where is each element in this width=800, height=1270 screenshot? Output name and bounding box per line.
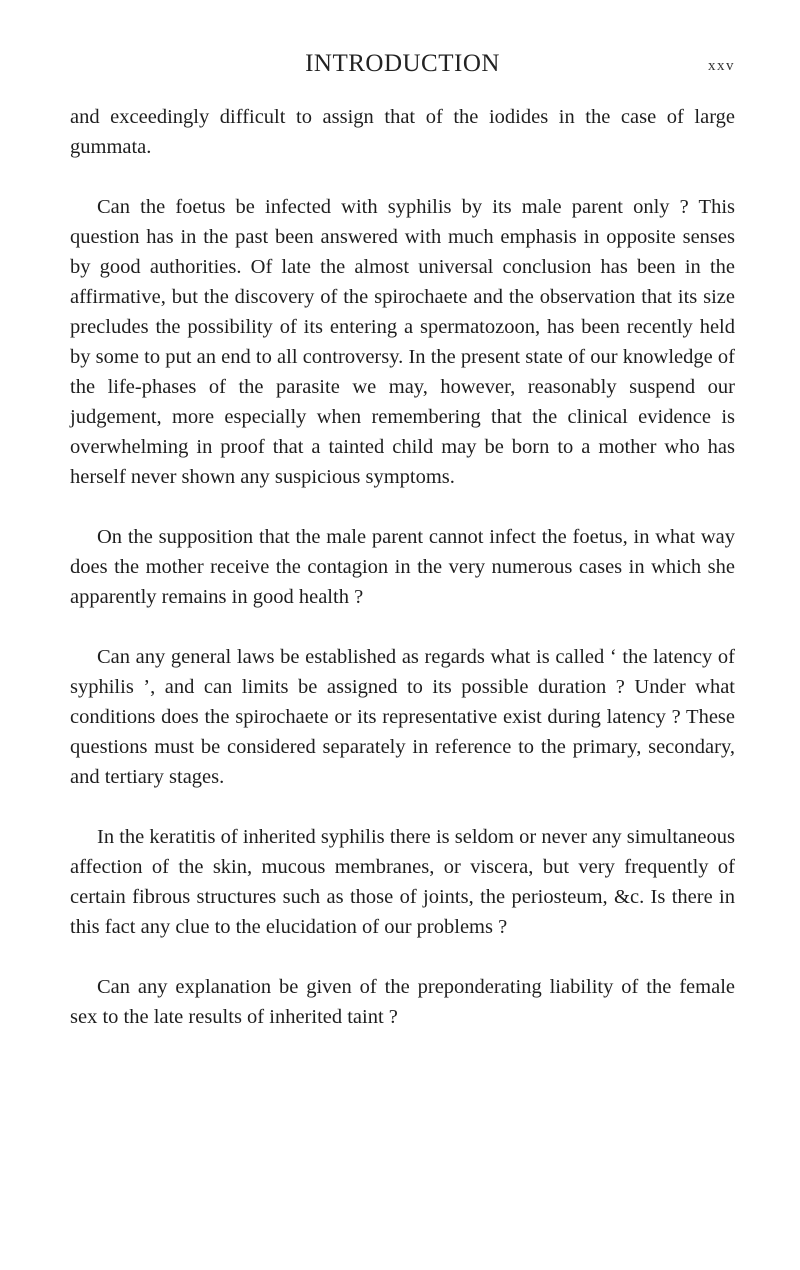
page-number: xxv [708, 58, 735, 74]
paragraph-paternal-infection: Can the foetus be infected with syphilis by its male parent only ? This question has in the past been answered with much emphasis in opposite senses by good authorities. Of late the almost universal conclusion has been in the affirmative, but the discovery of the spirochaete and the observation that its size precludes the possibility of its entering a spermatozoon, has been recently held by some to put an end to all controversy. In the present state of our knowledge of the life-phases of the parasite we may, however, reasonably suspend our judgement, more especially when remembering that the clinical evidence is overwhelming in proof that a tainted child may be born to a mother who has herself never shown any suspicious symptoms. [70, 196, 735, 488]
paragraph-continuation: and exceedingly difficult to assign that of the iodides in the case of large gummata. [70, 106, 735, 158]
chapter-title: INTRODUCTION [305, 50, 500, 77]
paragraph-keratitis: In the keratitis of inherited syphilis there is seldom or never any simultaneous affection of the skin, mucous membranes, or viscera, but very frequently of certain fibrous structures such as those of joints, the periosteum, &c. Is there in this fact any clue to the elucidation of our problems ? [70, 826, 735, 938]
paragraph-latency: Can any general laws be established as regards what is called ‘ the latency of syphilis ’, and can limits be assigned to its possible duration ? Under what conditions does the spirochaete or its representative exist during latency ? These questions must be considered separately in reference to the primary, secondary, and tertiary stages. [70, 646, 735, 788]
running-head [70, 50, 735, 84]
paragraph-female-liability: Can any explanation be given of the preponderating liability of the female sex to the late results of inherited taint ? [70, 976, 735, 1028]
paragraph-maternal-contagion: On the supposition that the male parent cannot infect the foetus, in what way does the mother receive the contagion in the very numerous cases in which she apparently remains in good health ? [70, 526, 735, 608]
body-text [70, 102, 735, 1032]
